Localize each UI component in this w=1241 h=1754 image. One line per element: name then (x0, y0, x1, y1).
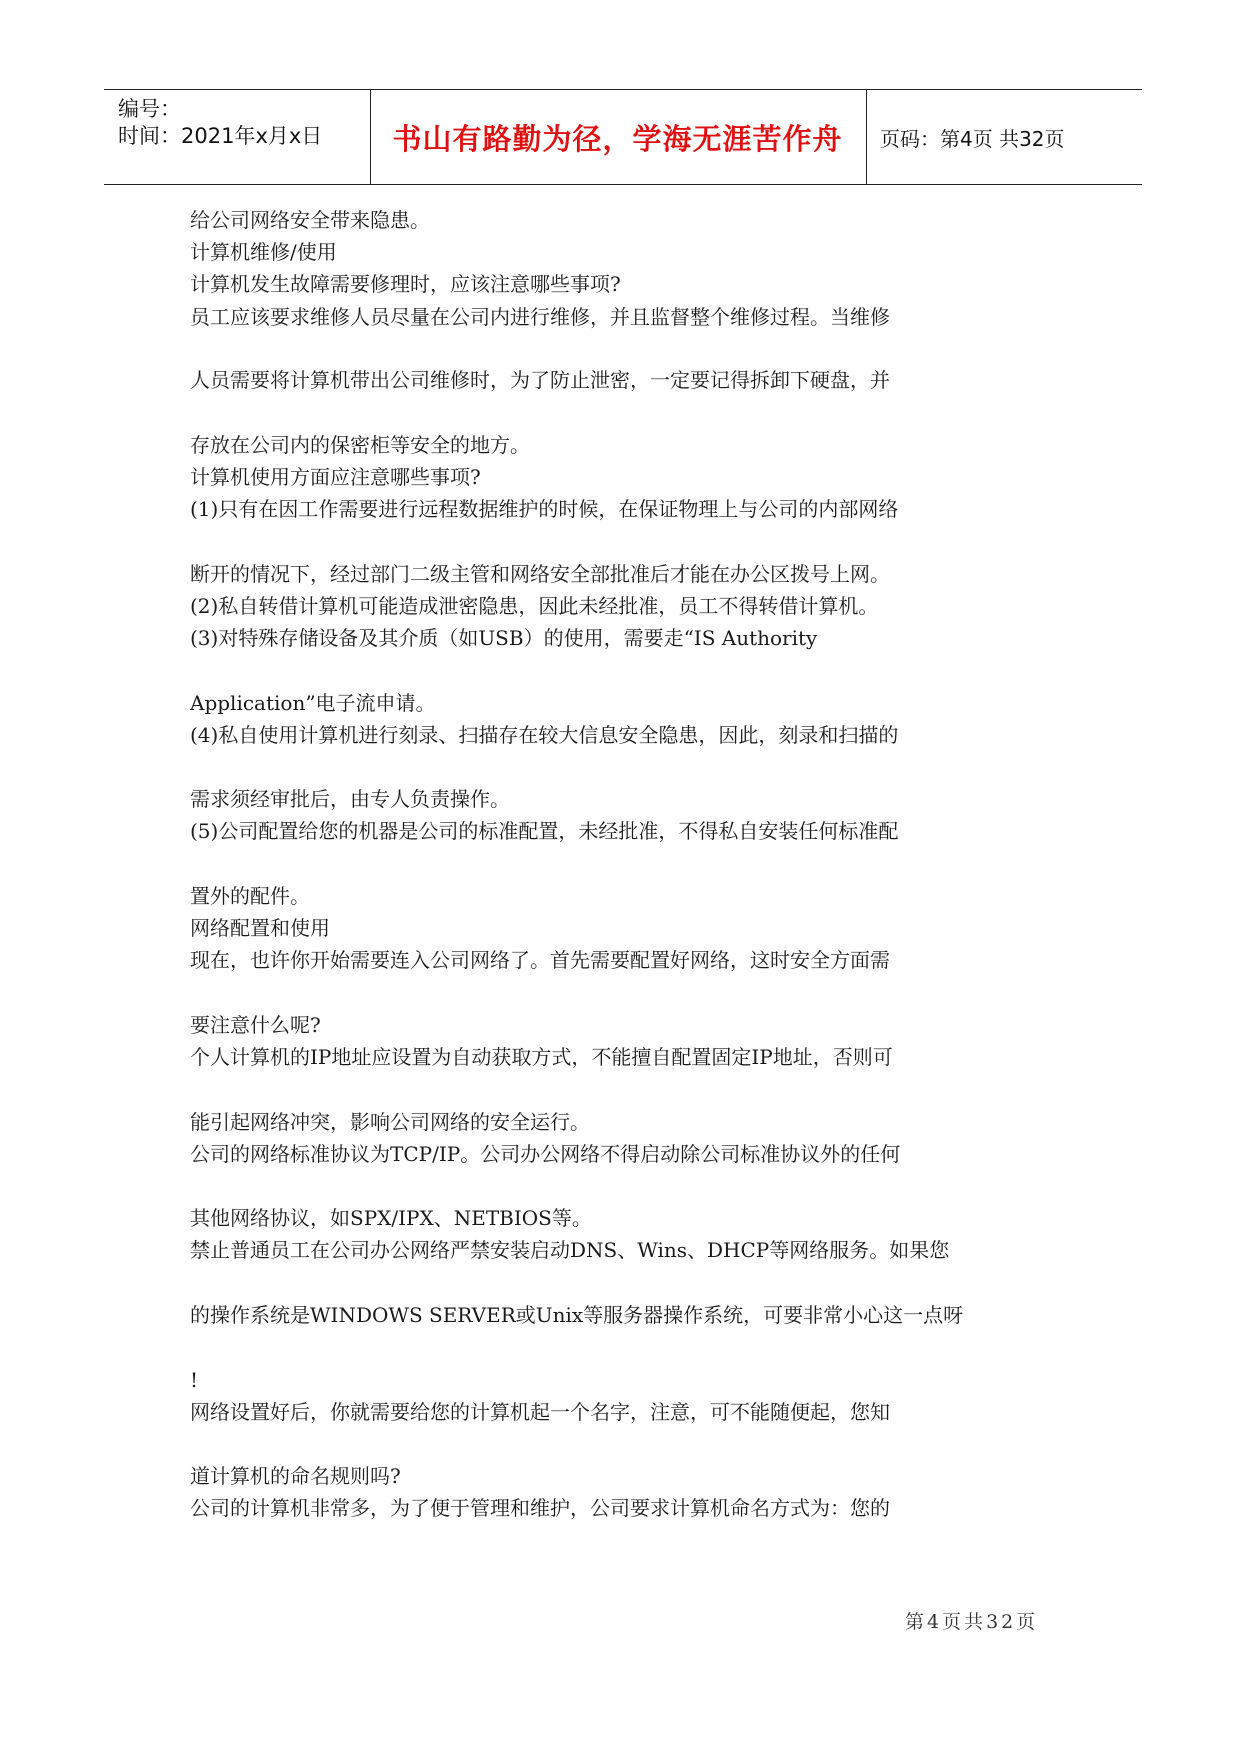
header-motto: 书山有路勤为径，学海无涯苦作舟 (392, 121, 843, 156)
text-line: 置外的配件。 (190, 884, 310, 908)
question-line: 计算机使用方面应注意哪些事项? (190, 465, 481, 489)
page-footer: 第4页共32页 (905, 1611, 1039, 1633)
text-line: Application”电子流申请。 (190, 691, 436, 715)
list-item: (1)只有在因工作需要进行远程数据维护的时候，在保证物理上与公司的内部网络 (190, 497, 899, 521)
header-page-cell (866, 90, 1142, 184)
number-label: 编号： (118, 97, 181, 121)
text-line: 网络设置好后，你就需要给您的计算机起一个名字，注意，可不能随便起，您知 (190, 1400, 890, 1424)
header-page-info: 页码：第4页 共32页 (880, 126, 1065, 151)
text-line: 要注意什么呢? (190, 1013, 321, 1037)
section-heading: 计算机维修/使用 (190, 240, 337, 264)
text-line: 公司的计算机非常多，为了便于管理和维护，公司要求计算机命名方式为：您的 (190, 1496, 890, 1520)
text-line: 其他网络协议，如SPX/IPX、NETBIOS等。 (190, 1206, 592, 1230)
text-line: 公司的网络标准协议为TCP/IP。公司办公网络不得启动除公司标准协议外的任何 (190, 1142, 901, 1166)
text-line: 的操作系统是WINDOWS SERVER或Unix等服务器操作系统，可要非常小心这一点呀 (190, 1303, 964, 1327)
question-line: 计算机发生故障需要修理时，应该注意哪些事项? (190, 272, 621, 296)
text-line: 人员需要将计算机带出公司维修时，为了防止泄密，一定要记得拆卸下硬盘，并 (190, 368, 890, 392)
text-line: 能引起网络冲突，影响公司网络的安全运行。 (190, 1110, 590, 1134)
text-line: 员工应该要求维修人员尽量在公司内进行维修，并且监督整个维修过程。当维修 (190, 305, 890, 329)
list-item: (5)公司配置给您的机器是公司的标准配置，未经批准，不得私自安装任何标准配 (190, 819, 899, 843)
list-item: (3)对特殊存储设备及其介质（如USB）的使用，需要走“IS Authority (190, 626, 818, 650)
header-meta (118, 90, 370, 184)
text-line: 给公司网络安全带来隐患。 (190, 208, 430, 232)
time-label: 时间：2021年x月x日 (118, 124, 323, 148)
text-line: 存放在公司内的保密柜等安全的地方。 (190, 433, 530, 457)
text-line: 现在，也许你开始需要连入公司网络了。首先需要配置好网络，这时安全方面需 (190, 948, 890, 972)
text-line: 道计算机的命名规则吗? (190, 1464, 401, 1488)
list-item: (4)私自使用计算机进行刻录、扫描存在较大信息安全隐患，因此，刻录和扫描的 (190, 723, 899, 747)
text-line: 断开的情况下，经过部门二级主管和网络安全部批准后才能在办公区拨号上网。 (190, 562, 890, 586)
text-line: 需求须经审批后，由专人负责操作。 (190, 787, 510, 811)
text-line: 个人计算机的IP地址应设置为自动获取方式，不能擅自配置固定IP地址，否则可 (190, 1045, 893, 1069)
list-item: (2)私自转借计算机可能造成泄密隐患，因此未经批准，员工不得转借计算机。 (190, 594, 879, 618)
section-heading: 网络配置和使用 (190, 916, 330, 940)
text-line: 禁止普通员工在公司办公网络严禁安装启动DNS、Wins、DHCP等网络服务。如果您 (190, 1238, 950, 1262)
header-motto-cell (370, 90, 865, 184)
page-header (104, 89, 1142, 185)
text-line: ! (190, 1368, 199, 1392)
